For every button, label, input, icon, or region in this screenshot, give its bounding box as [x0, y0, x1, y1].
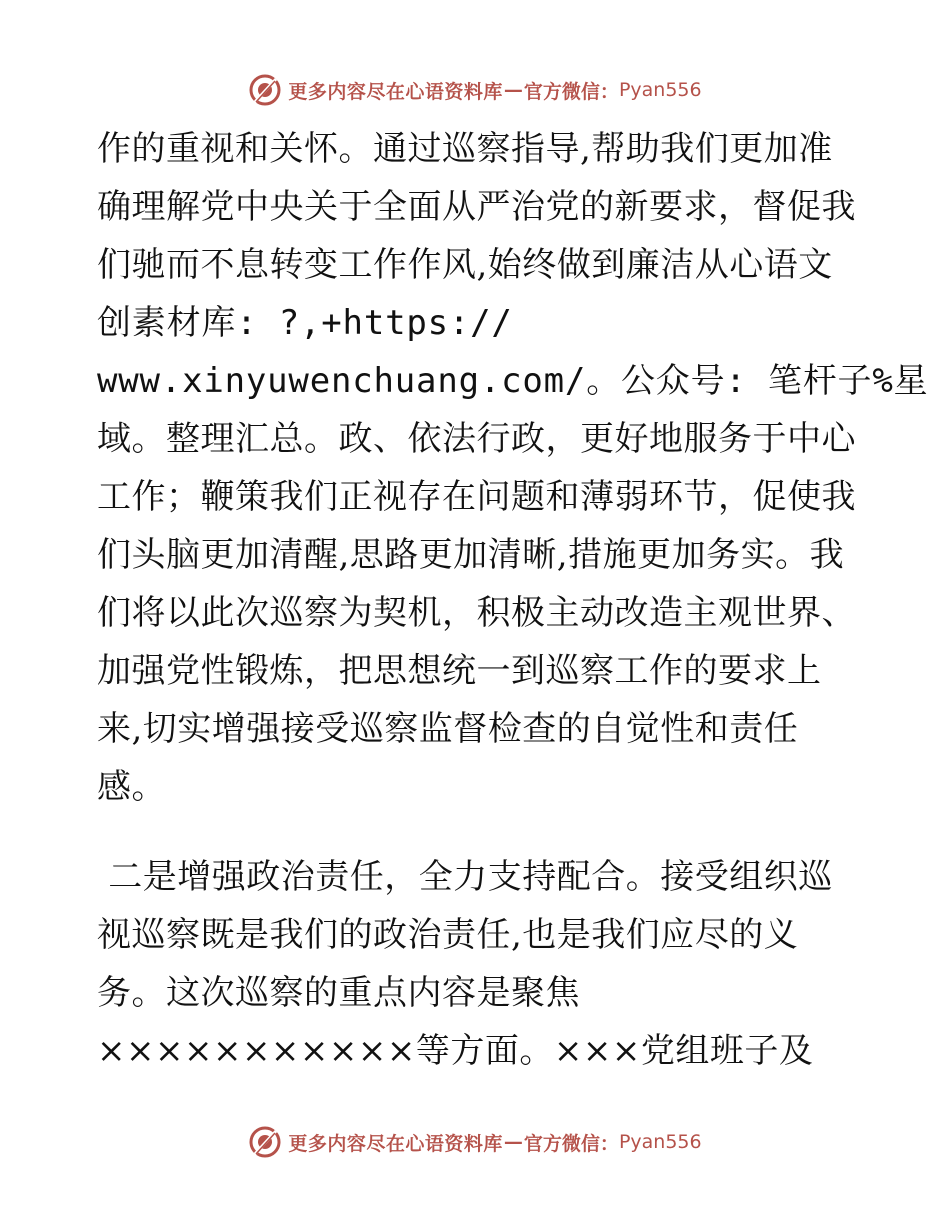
text-line: 视巡察既是我们的政治责任,也是我们应尽的义	[97, 915, 799, 955]
header-label: 官方微信：	[523, 80, 619, 103]
paragraph-gap	[97, 816, 857, 848]
footer-title: 更多内容尽在心语资料库	[288, 1132, 503, 1155]
footer-dash: —	[503, 1131, 523, 1153]
pen-logo-icon	[248, 73, 282, 107]
text-line: 工作；鞭策我们正视存在问题和薄弱环节，促使我	[97, 477, 856, 517]
footer-label: 官方微信：	[523, 1132, 619, 1155]
text-line: 二是增强政治责任，全力支持配合。接受组织巡	[97, 857, 833, 897]
header-banner	[0, 70, 950, 110]
document-body	[97, 120, 929, 1080]
paragraph-2	[97, 848, 857, 1080]
text-line: 确理解党中央关于全面从严治党的新要求，督促我	[97, 187, 856, 227]
text-line: 加强党性锻炼，把思想统一到巡察工作的要求上	[97, 651, 822, 691]
text-line: 们将以此次巡察为契机，积极主动改造主观世界、	[97, 593, 856, 633]
text-line: ×××××××××××等方面。×××党组班子及	[97, 1031, 814, 1071]
paragraph-1	[97, 120, 929, 816]
pen-logo-icon	[248, 1125, 282, 1159]
footer-banner	[0, 1122, 950, 1162]
text-line: www.xinyuwenchuang.com/。公众号: 笔杆子%星	[97, 361, 929, 401]
header-dash: —	[503, 79, 523, 101]
footer-wechat: Pyan556	[618, 1131, 702, 1153]
header-wechat: Pyan556	[618, 79, 702, 101]
text-line: 感。	[97, 767, 166, 807]
text-line: 作的重视和关怀。通过巡察指导,帮助我们更加准	[97, 129, 833, 169]
header-title: 更多内容尽在心语资料库	[288, 80, 503, 103]
text-line: 创素材库: ?,+https://	[97, 303, 513, 343]
text-line: 们头脑更加清醒,思路更加清晰,措施更加务实。我	[97, 535, 845, 575]
text-line: 来,切实增强接受巡察监督检查的自觉性和责任	[97, 709, 799, 749]
text-line: 域。整理汇总。政、依法行政，更好地服务于中心	[97, 419, 856, 459]
text-line: 们驰而不息转变工作作风,始终做到廉洁从心语文	[97, 245, 833, 285]
text-line: 务。这次巡察的重点内容是聚焦	[97, 973, 580, 1013]
